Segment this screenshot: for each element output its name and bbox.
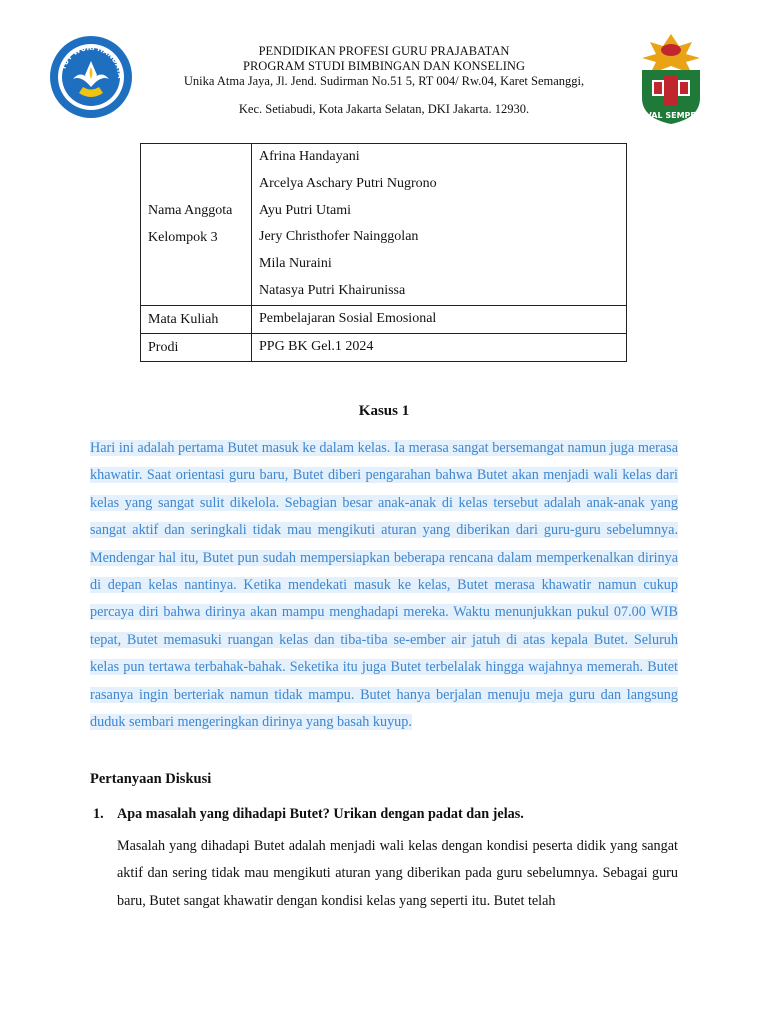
- group-info-table: [140, 143, 627, 362]
- program-title: PENDIDIKAN PROFESI GURU PRAJABATAN: [258, 44, 510, 58]
- members-label-1: Nama Anggota: [148, 203, 233, 219]
- discussion-heading: Pertanyaan Diskusi: [90, 771, 212, 787]
- atma-jaya-logo: [634, 32, 708, 126]
- institution-header: [150, 44, 618, 117]
- question-1: [93, 806, 524, 823]
- study-program: PROGRAM STUDI BIMBINGAN DAN KONSELING: [243, 59, 525, 73]
- case-description: [90, 435, 678, 736]
- address-line-1: Unika Atma Jaya, Jl. Jend. Sudirman No.51 5, RT 004/ Rw.04, Karet Semanggi,: [183, 74, 585, 88]
- answer-1: Masalah yang dihadapi Butet adalah menjadi wali kelas dengan kondisi peserta didik yang sangat aktif dan sering tidak mau mengikuti aturan yang diberikan pada guru sebelumnya. Sebagai guru baru, Butet sangat khawatir dengan kondisi kelas yang seperti itu. Butet telah: [117, 838, 678, 909]
- member-name: Jery Christhofer Nainggolan: [259, 229, 419, 245]
- member-name: Afrina Handayani: [259, 149, 360, 164]
- question-number: 1.: [93, 806, 104, 822]
- members-cell: [252, 144, 627, 306]
- tut-wuri-handayani-logo: [49, 35, 133, 119]
- members-label-2: Kelompok 3: [148, 230, 218, 246]
- prodi-value: PPG BK Gel.1 2024: [252, 333, 627, 361]
- member-name: Natasya Putri Khairunissa: [259, 282, 406, 298]
- question-text: Apa masalah yang dihadapi Butet? Urikan dengan padat dan jelas.: [117, 806, 524, 822]
- member-name: Arcelya Aschary Putri Nugrono: [259, 175, 437, 191]
- members-label-cell: [141, 144, 252, 306]
- member-name: Mila Nuraini: [259, 256, 332, 272]
- svg-text:AVAL SEMPER: AVAL SEMPER: [639, 111, 703, 120]
- case-text: Hari ini adalah pertama Butet masuk ke dalam kelas. Ia merasa sangat bersemangat namun juga merasa khawatir. Saat orientasi guru baru, Butet diberi pengarahan bahwa Butet akan menjadi wali kelas dari kelas yang sangat sulit dikelola. Sebagian besar anak-anak di kelas tersebut adalah anak-anak yang sangat aktif dan seringkali tidak mau mengikuti aturan yang diberikan dari guru-guru sebelumnya. Mendengar hal itu, Butet pun sudah mempersiapkan beberapa rencana dalam memperkenalkan dirinya di depan kelas nantinya. Ketika mendekati masuk ke kelas, Butet merasa khawatir namun cukup percaya diri bahwa dirinya akan mampu menghadapi mereka. Waktu menunjukkan pukul 07.00 WIB tepat, Butet memasuki ruangan kelas dan tiba-tiba se-ember air jatuh di atas kepala Butet. Seluruh kelas pun tertawa terbahak-bahak. Seketika itu juga Butet terbelalak hingga wajahnya memerah. Butet rasanya ingin berteriak namun tidak mampu. Butet hanya berjalan menuju meja guru dan langsung duduk sembari mengeringkan dirinya yang basah kuyup.: [90, 440, 678, 731]
- member-name: Ayu Putri Utami: [259, 202, 352, 218]
- course-value: Pembelajaran Sosial Emosional: [252, 305, 627, 333]
- prodi-label: Prodi: [141, 333, 252, 361]
- svg-text:TUT WURI HANDAYANI: TUT WURI HANDAYA: [59, 43, 125, 79]
- case-title: Kasus 1: [358, 403, 410, 419]
- course-label: Mata Kuliah: [141, 305, 252, 333]
- address-line-2: Kec. Setiabudi, Kota Jakarta Selatan, DKI Jakarta. 12930.: [238, 102, 530, 116]
